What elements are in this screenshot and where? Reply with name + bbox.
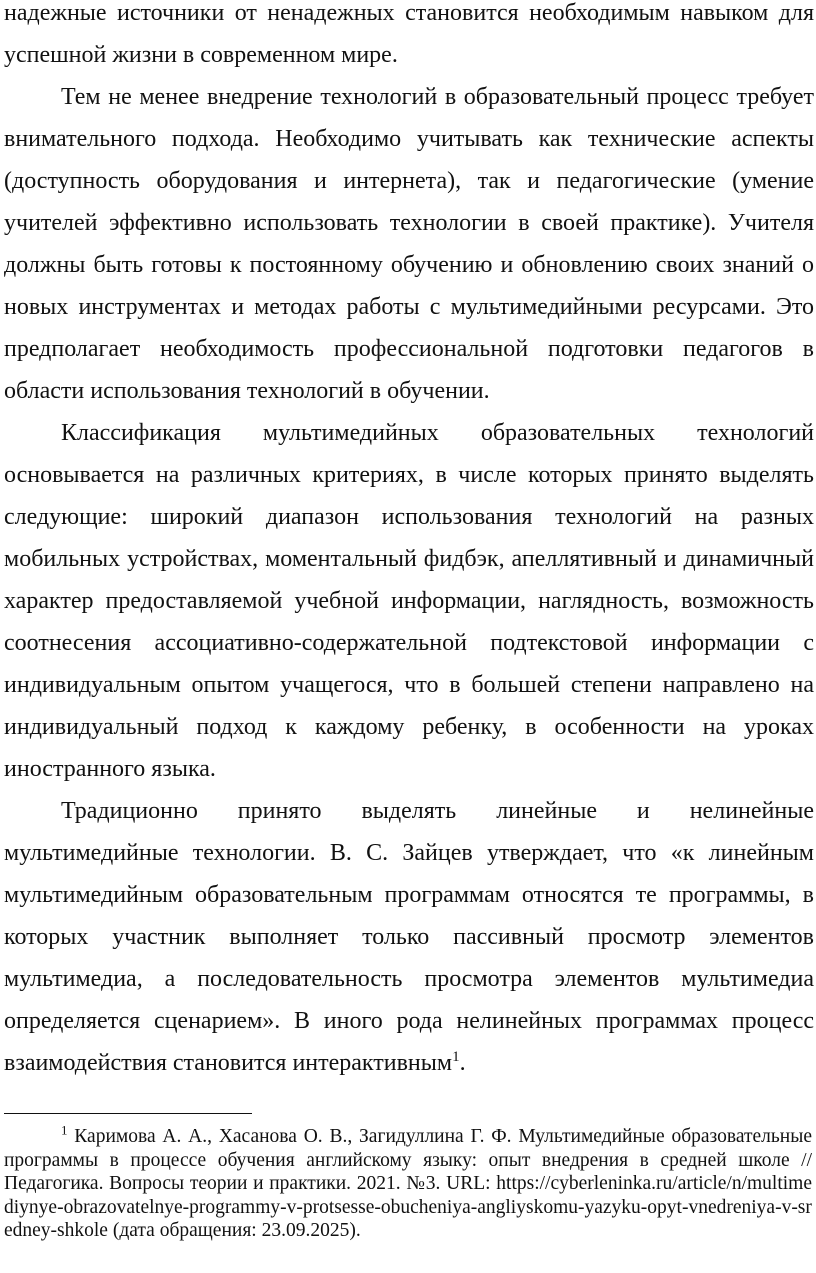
footnote-access-date: (дата обращения: 23.09.2025). <box>107 1220 361 1242</box>
paragraph-technology-adoption: Тем не менее внедрение технологий в образовательный процесс требует внимательного подхода. Необходимо учитывать как технические аспекты (доступность оборудования и интернета), так и педагогические (умение учителей эффективно использовать технологии в своей практике). Учителя должны быть готовы к постоянному обучению и обновлению своих знаний о новых инструментах и методах работы с мультимедийными ресурсами. Это предполагает необходимость профессиональной подготовки педагогов в области использования технологий в обучении. <box>4 84 814 404</box>
footnote-number: 1 <box>61 1122 68 1138</box>
paragraph-end-punctuation: . <box>459 1050 466 1076</box>
paragraph-linear-nonlinear <box>4 790 814 1084</box>
paragraph-classification: Классификация мультимедийных образовательных технологий основывается на различных критериях, в числе которых принято выделять следующие: широкий диапазон использования технологий на разных мобильных устройствах, моментальный фидбэк, апеллятивный и динамичный характер предоставляемой учебной информации, наглядность, возможность соотнесения ассоциативно-содержательной подтекстовой информации с индивидуальным опытом учащегося, что в большей степени направлено на индивидуальный подход к каждому ребенку, в особенности на уроках иностранного языка. <box>4 420 814 782</box>
footnote-reference[interactable]: 1 <box>452 1049 460 1065</box>
footnote-separator <box>4 1113 252 1114</box>
paragraph-continuation: надежные источники от ненадежных становится необходимым навыком для успешной жизни в современном мире. <box>4 0 814 68</box>
footnote-citation: Каримова А. А., Хасанова О. В., Загидуллина Г. Ф. Мультимедийные образовательные программы в процессе обучения английскому языку: опыт внедрения в средней школе // Педагогика. Вопросы теории и практики. 2021. №3. URL: <box>4 1126 812 1195</box>
footnote-entry <box>4 1122 812 1243</box>
main-text <box>4 0 814 1084</box>
paragraph-linear-nonlinear-text: Традиционно принято выделять линейные и нелинейные мультимедийные технологии. В. С. Зайцев утверждает, что «к линейным мультимедийным образовательным программам относятся те программы, в которых участник выполняет только пассивный просмотр элементов мультимедиа, а последовательность просмотра элементов мультимедиа определяется сценарием». В иного рода нелинейных программах процесс взаимодействия становится интерактивным <box>4 798 814 1076</box>
footnote <box>4 1122 812 1243</box>
footnote-url-link[interactable]: https://cyberleninka.ru/article/n/multimediynye-obrazovatelnye-programmy-v-protsesse-obucheniya-angliyskomu-yazyku-opyt-vnedreniya-v-sredney-shkole <box>4 1173 812 1242</box>
